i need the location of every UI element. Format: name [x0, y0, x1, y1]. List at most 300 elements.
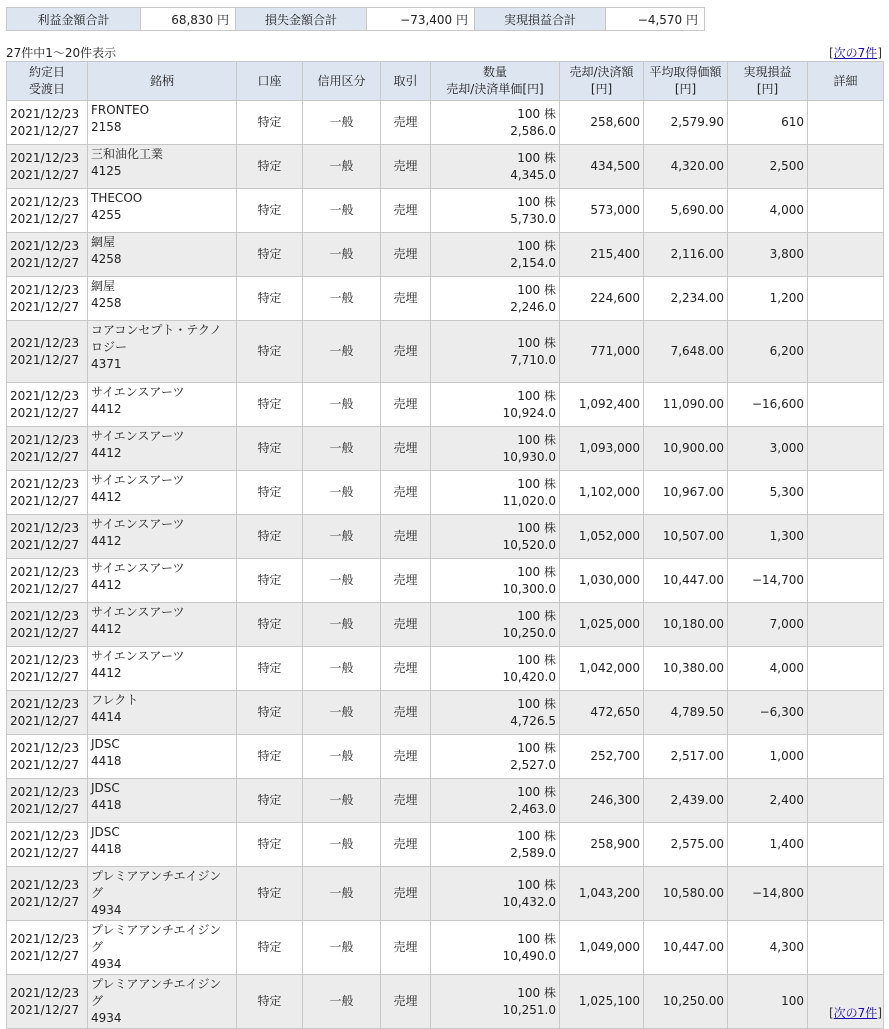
detail-cell: [808, 735, 884, 779]
avg-cost: 4,789.50: [644, 691, 728, 735]
stock-code: 4412: [91, 578, 122, 592]
detail-cell: [808, 427, 884, 471]
account-type: 特定: [237, 321, 303, 383]
header-name: 銘柄: [88, 62, 237, 101]
realized-pl: 3,800: [728, 233, 808, 277]
quantity: 100 株: [517, 740, 556, 755]
realized-pl: −16,600: [728, 383, 808, 427]
settle-amount: 1,043,200: [560, 867, 644, 921]
stock-cell: [88, 691, 237, 735]
table-row: [7, 427, 884, 471]
detail-cell: [808, 691, 884, 735]
account-type: 特定: [237, 823, 303, 867]
trade-date: 2021/12/23: [10, 238, 80, 253]
stock-code: 4412: [91, 622, 122, 636]
qty-price-cell: [431, 921, 560, 975]
stock-code: 4418: [91, 754, 122, 768]
stock-code: 4418: [91, 798, 122, 812]
account-type: 特定: [237, 427, 303, 471]
table-row: [7, 823, 884, 867]
avg-cost: 2,116.00: [644, 233, 728, 277]
settle-date: 2021/12/27: [10, 537, 80, 552]
stock-name: 網屋: [91, 235, 116, 249]
trade-type: 売埋: [381, 427, 431, 471]
trade-date: 2021/12/23: [10, 564, 80, 579]
account-type: 特定: [237, 233, 303, 277]
detail-cell: [808, 779, 884, 823]
next-page-top: [次の7件]: [828, 46, 882, 60]
unit-price: 4,726.5: [510, 713, 556, 728]
credit-type: 一般: [303, 735, 381, 779]
quantity: 100 株: [517, 335, 556, 350]
unit-price: 10,520.0: [502, 537, 556, 552]
unit-price: 2,527.0: [510, 757, 556, 772]
table-row: [7, 779, 884, 823]
qty-price-cell: [431, 647, 560, 691]
trade-dates: [7, 559, 88, 603]
quantity: 100 株: [517, 564, 556, 579]
realized-pl: 7,000: [728, 603, 808, 647]
trade-date: 2021/12/23: [10, 150, 80, 165]
table-row: [7, 189, 884, 233]
qty-price-cell: [431, 321, 560, 383]
trade-type: 売埋: [381, 189, 431, 233]
stock-code: 4418: [91, 842, 122, 856]
table-row: [7, 321, 884, 383]
detail-cell: [808, 515, 884, 559]
quantity: 100 株: [517, 388, 556, 403]
detail-cell: [808, 559, 884, 603]
settle-date: 2021/12/27: [10, 801, 80, 816]
credit-type: 一般: [303, 383, 381, 427]
stock-code: 4934: [91, 957, 122, 971]
next-page-link[interactable]: 次の7件: [833, 46, 878, 60]
realized-pl: 6,200: [728, 321, 808, 383]
avg-cost: 2,579.90: [644, 101, 728, 145]
detail-cell: [808, 321, 884, 383]
table-row: [7, 101, 884, 145]
avg-cost: 5,690.00: [644, 189, 728, 233]
table-row: [7, 691, 884, 735]
credit-type: 一般: [303, 233, 381, 277]
stock-code: 4258: [91, 252, 122, 266]
qty-price-cell: [431, 189, 560, 233]
credit-type: 一般: [303, 515, 381, 559]
table-row: [7, 559, 884, 603]
trade-type: 売埋: [381, 735, 431, 779]
detail-cell: [808, 867, 884, 921]
quantity: 100 株: [517, 282, 556, 297]
account-type: 特定: [237, 383, 303, 427]
stock-cell: [88, 975, 237, 1029]
settle-date: 2021/12/27: [10, 449, 80, 464]
detail-cell: [808, 383, 884, 427]
stock-cell: [88, 735, 237, 779]
credit-type: 一般: [303, 921, 381, 975]
trade-dates: [7, 321, 88, 383]
stock-code: 2158: [91, 120, 122, 134]
stock-code: 4412: [91, 402, 122, 416]
realized-pl: 4,000: [728, 189, 808, 233]
unit-price: 10,420.0: [502, 669, 556, 684]
header-avg: 平均取得価額 [円]: [644, 62, 728, 101]
realized-pl: 3,000: [728, 427, 808, 471]
settle-amount: 1,049,000: [560, 921, 644, 975]
trade-type: 売埋: [381, 101, 431, 145]
quantity: 100 株: [517, 828, 556, 843]
trade-dates: [7, 647, 88, 691]
trade-dates: [7, 189, 88, 233]
account-type: 特定: [237, 975, 303, 1029]
detail-cell: [808, 823, 884, 867]
realized-pl: 5,300: [728, 471, 808, 515]
stock-name: サイエンスアーツ: [91, 605, 185, 619]
detail-cell: [808, 233, 884, 277]
avg-cost: 4,320.00: [644, 145, 728, 189]
avg-cost: 10,447.00: [644, 559, 728, 603]
quantity: 100 株: [517, 931, 556, 946]
avg-cost: 10,507.00: [644, 515, 728, 559]
qty-price-cell: [431, 383, 560, 427]
stock-code: 4934: [91, 1011, 122, 1025]
credit-type: 一般: [303, 101, 381, 145]
stock-cell: [88, 471, 237, 515]
stock-name: フレクト: [91, 693, 139, 707]
pagination-bar: [6, 44, 882, 60]
trade-type: 売埋: [381, 383, 431, 427]
account-type: 特定: [237, 735, 303, 779]
stock-cell: [88, 559, 237, 603]
settle-date: 2021/12/27: [10, 1002, 80, 1017]
stock-cell: [88, 233, 237, 277]
quantity: 100 株: [517, 150, 556, 165]
stock-code: 4412: [91, 446, 122, 460]
trade-type: 売埋: [381, 277, 431, 321]
unit-price: 2,586.0: [510, 123, 556, 138]
trade-dates: [7, 515, 88, 559]
net-total-label: 実現損益合計: [475, 8, 606, 31]
trade-date: 2021/12/23: [10, 828, 80, 843]
trade-date: 2021/12/23: [10, 476, 80, 491]
settle-date: 2021/12/27: [10, 405, 80, 420]
account-type: 特定: [237, 145, 303, 189]
unit-price: 10,924.0: [502, 405, 556, 420]
quantity: 100 株: [517, 432, 556, 447]
settle-date: 2021/12/27: [10, 625, 80, 640]
header-account: 口座: [237, 62, 303, 101]
stock-cell: [88, 321, 237, 383]
stock-code: 4371: [91, 357, 122, 371]
table-row: [7, 867, 884, 921]
table-row: [7, 515, 884, 559]
trade-type: 売埋: [381, 145, 431, 189]
unit-price: 10,432.0: [502, 894, 556, 909]
credit-type: 一般: [303, 427, 381, 471]
trade-date: 2021/12/23: [10, 931, 80, 946]
realized-pl: 1,400: [728, 823, 808, 867]
trade-type: 売埋: [381, 515, 431, 559]
trade-date: 2021/12/23: [10, 335, 80, 350]
settle-date: 2021/12/27: [10, 669, 80, 684]
detail-cell: [808, 189, 884, 233]
detail-cell: [808, 101, 884, 145]
settle-amount: 1,092,400: [560, 383, 644, 427]
credit-type: 一般: [303, 189, 381, 233]
qty-price-cell: [431, 233, 560, 277]
quantity: 100 株: [517, 238, 556, 253]
header-credit: 信用区分: [303, 62, 381, 101]
stock-code: 4258: [91, 296, 122, 310]
stock-name: JDSC: [91, 825, 120, 839]
trade-dates: [7, 975, 88, 1029]
realized-pl: −14,800: [728, 867, 808, 921]
unit-price: 10,930.0: [502, 449, 556, 464]
quantity: 100 株: [517, 194, 556, 209]
unit-price: 10,250.0: [502, 625, 556, 640]
trade-type: 売埋: [381, 603, 431, 647]
trade-dates: [7, 735, 88, 779]
settle-amount: 1,025,100: [560, 975, 644, 1029]
settle-date: 2021/12/27: [10, 948, 80, 963]
stock-name: プレミアアンチエイジング: [91, 923, 222, 954]
credit-type: 一般: [303, 691, 381, 735]
table-row: [7, 975, 884, 1029]
loss-total-label: 損失金額合計: [236, 8, 367, 31]
qty-price-cell: [431, 471, 560, 515]
trade-dates: [7, 779, 88, 823]
trade-date: 2021/12/23: [10, 740, 80, 755]
settle-date: 2021/12/27: [10, 123, 80, 138]
stock-code: 4255: [91, 208, 122, 222]
trade-type: 売埋: [381, 233, 431, 277]
trade-dates: [7, 471, 88, 515]
avg-cost: 2,517.00: [644, 735, 728, 779]
settle-amount: 1,102,000: [560, 471, 644, 515]
settle-amount: 215,400: [560, 233, 644, 277]
quantity: 100 株: [517, 520, 556, 535]
trade-dates: [7, 921, 88, 975]
quantity: 100 株: [517, 784, 556, 799]
account-type: 特定: [237, 559, 303, 603]
stock-name: プレミアアンチエイジング: [91, 977, 222, 1008]
qty-price-cell: [431, 515, 560, 559]
header-qty: 数量 売却/決済単価[円]: [431, 62, 560, 101]
unit-price: 2,154.0: [510, 255, 556, 270]
trade-dates: [7, 145, 88, 189]
loss-total-value: −73,400 円: [367, 8, 475, 31]
realized-pl: 1,200: [728, 277, 808, 321]
header-trade: 取引: [381, 62, 431, 101]
trade-type: 売埋: [381, 471, 431, 515]
unit-price: 11,020.0: [502, 493, 556, 508]
trade-type: 売埋: [381, 559, 431, 603]
stock-name: コアコンセプト・テクノロジー: [91, 323, 222, 354]
realized-pl: 100: [728, 975, 808, 1029]
account-type: 特定: [237, 921, 303, 975]
table-row: [7, 383, 884, 427]
stock-cell: [88, 427, 237, 471]
profit-total-value: 68,830 円: [141, 8, 236, 31]
realized-pl: 1,000: [728, 735, 808, 779]
header-pl: 実現損益 [円]: [728, 62, 808, 101]
stock-code: 4414: [91, 710, 122, 724]
stock-cell: [88, 101, 237, 145]
trade-dates: [7, 427, 88, 471]
trade-dates: [7, 823, 88, 867]
stock-cell: [88, 145, 237, 189]
detail-cell: [808, 145, 884, 189]
quantity: 100 株: [517, 696, 556, 711]
quantity: 100 株: [517, 877, 556, 892]
trade-type: 売埋: [381, 823, 431, 867]
avg-cost: 10,447.00: [644, 921, 728, 975]
account-type: 特定: [237, 471, 303, 515]
stock-name: サイエンスアーツ: [91, 649, 185, 663]
settle-date: 2021/12/27: [10, 757, 80, 772]
avg-cost: 2,439.00: [644, 779, 728, 823]
realized-pl: 4,000: [728, 647, 808, 691]
credit-type: 一般: [303, 145, 381, 189]
unit-price: 10,300.0: [502, 581, 556, 596]
quantity: 100 株: [517, 985, 556, 1000]
detail-cell: [808, 277, 884, 321]
trade-dates: [7, 691, 88, 735]
settle-date: 2021/12/27: [10, 255, 80, 270]
unit-price: 2,463.0: [510, 801, 556, 816]
account-type: 特定: [237, 647, 303, 691]
settle-date: 2021/12/27: [10, 352, 80, 367]
stock-name: サイエンスアーツ: [91, 429, 185, 443]
stock-name: 網屋: [91, 279, 116, 293]
settle-date: 2021/12/27: [10, 581, 80, 596]
account-type: 特定: [237, 691, 303, 735]
stock-name: THECOO: [91, 191, 143, 205]
trade-dates: [7, 233, 88, 277]
settle-amount: 252,700: [560, 735, 644, 779]
realized-pl: −14,700: [728, 559, 808, 603]
detail-cell: [808, 603, 884, 647]
summary-table: [6, 7, 705, 31]
qty-price-cell: [431, 559, 560, 603]
stock-cell: [88, 515, 237, 559]
trade-dates: [7, 603, 88, 647]
stock-cell: [88, 779, 237, 823]
settle-date: 2021/12/27: [10, 894, 80, 909]
detail-cell: [808, 647, 884, 691]
stock-name: プレミアアンチエイジング: [91, 869, 222, 900]
header-amount: 売却/決済額 [円]: [560, 62, 644, 101]
trade-type: 売埋: [381, 779, 431, 823]
stock-name: サイエンスアーツ: [91, 561, 185, 575]
settle-amount: 434,500: [560, 145, 644, 189]
net-total-value: −4,570 円: [606, 8, 705, 31]
credit-type: 一般: [303, 321, 381, 383]
unit-price: 2,246.0: [510, 299, 556, 314]
trade-dates: [7, 277, 88, 321]
trade-date: 2021/12/23: [10, 696, 80, 711]
trade-dates: [7, 101, 88, 145]
header-dates: 約定日 受渡日: [7, 62, 88, 101]
account-type: 特定: [237, 779, 303, 823]
unit-price: 5,730.0: [510, 211, 556, 226]
table-header: [7, 62, 884, 101]
settle-date: 2021/12/27: [10, 211, 80, 226]
next-page-link-bottom[interactable]: 次の7件: [833, 1006, 878, 1020]
settle-date: 2021/12/27: [10, 493, 80, 508]
trade-type: 売埋: [381, 867, 431, 921]
trade-date: 2021/12/23: [10, 106, 80, 121]
trade-date: 2021/12/23: [10, 194, 80, 209]
trade-date: 2021/12/23: [10, 877, 80, 892]
qty-price-cell: [431, 277, 560, 321]
avg-cost: 2,234.00: [644, 277, 728, 321]
stock-cell: [88, 823, 237, 867]
quantity: 100 株: [517, 608, 556, 623]
trade-date: 2021/12/23: [10, 282, 80, 297]
table-row: [7, 603, 884, 647]
profit-total-label: 利益金額合計: [7, 8, 141, 31]
detail-cell: [808, 471, 884, 515]
settle-date: 2021/12/27: [10, 167, 80, 182]
unit-price: 10,490.0: [502, 948, 556, 963]
stock-code: 4125: [91, 164, 122, 178]
stock-name: サイエンスアーツ: [91, 473, 185, 487]
credit-type: 一般: [303, 603, 381, 647]
trade-date: 2021/12/23: [10, 388, 80, 403]
trade-date: 2021/12/23: [10, 985, 80, 1000]
unit-price: 4,345.0: [510, 167, 556, 182]
account-type: 特定: [237, 603, 303, 647]
qty-price-cell: [431, 867, 560, 921]
avg-cost: 2,575.00: [644, 823, 728, 867]
credit-type: 一般: [303, 867, 381, 921]
realized-pl: −6,300: [728, 691, 808, 735]
settle-amount: 258,900: [560, 823, 644, 867]
table-row: [7, 921, 884, 975]
stock-cell: [88, 867, 237, 921]
trade-date: 2021/12/23: [10, 432, 80, 447]
avg-cost: 10,580.00: [644, 867, 728, 921]
settle-amount: 1,025,000: [560, 603, 644, 647]
stock-name: JDSC: [91, 781, 120, 795]
stock-cell: [88, 383, 237, 427]
stock-code: 4412: [91, 534, 122, 548]
trade-dates: [7, 383, 88, 427]
stock-name: サイエンスアーツ: [91, 517, 185, 531]
settle-date: 2021/12/27: [10, 713, 80, 728]
account-type: 特定: [237, 101, 303, 145]
avg-cost: 10,380.00: [644, 647, 728, 691]
stock-name: FRONTEO: [91, 103, 150, 117]
trade-type: 売埋: [381, 321, 431, 383]
table-row: [7, 735, 884, 779]
quantity: 100 株: [517, 106, 556, 121]
credit-type: 一般: [303, 779, 381, 823]
header-detail: 詳細: [808, 62, 884, 101]
stock-cell: [88, 647, 237, 691]
qty-price-cell: [431, 691, 560, 735]
table-row: [7, 233, 884, 277]
qty-price-cell: [431, 975, 560, 1029]
table-row: [7, 471, 884, 515]
settle-amount: 1,052,000: [560, 515, 644, 559]
table-row: [7, 277, 884, 321]
avg-cost: 10,180.00: [644, 603, 728, 647]
settle-amount: 258,600: [560, 101, 644, 145]
credit-type: 一般: [303, 823, 381, 867]
account-type: 特定: [237, 189, 303, 233]
realized-pl: 4,300: [728, 921, 808, 975]
